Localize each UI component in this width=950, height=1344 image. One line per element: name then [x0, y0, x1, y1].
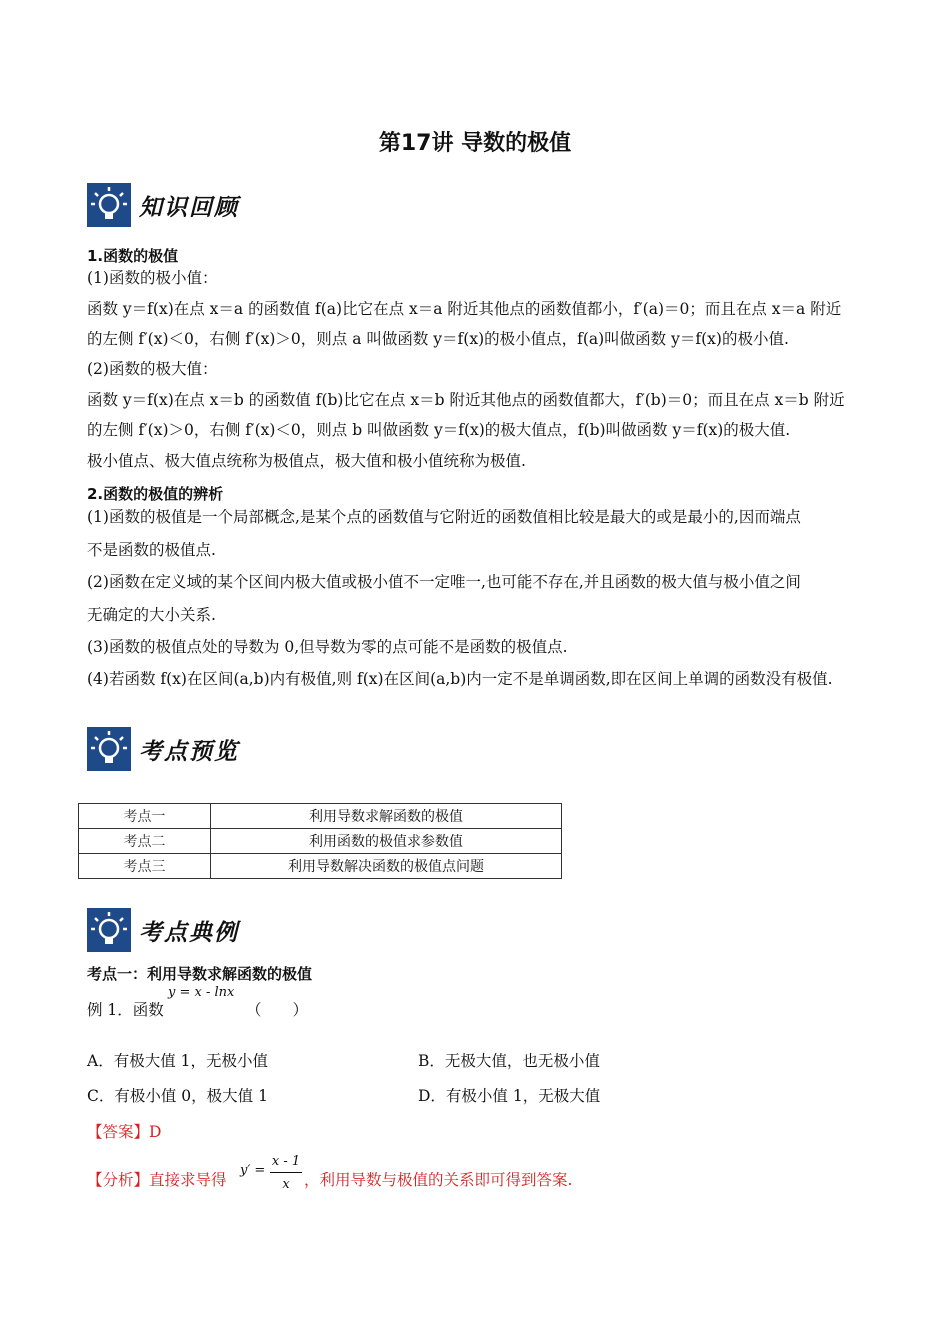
answer-blank: （ ） — [246, 1001, 309, 1019]
example-heading: 考点一：利用导数求解函数的极值 — [87, 965, 313, 983]
analysis-prefix: 【分析】直接求导得 — [87, 1171, 227, 1189]
option-b: B．无极大值，也无极小值 — [418, 1052, 600, 1070]
table-cell: 利用导数求解函数的极值 — [211, 804, 562, 829]
text-line: (2)函数的极大值： — [87, 360, 218, 378]
analysis-suffix: ，利用导数与极值的关系即可得到答案. — [304, 1171, 573, 1189]
derivative-numerator: x - 1 — [271, 1154, 301, 1169]
banner-label: 考点典例 — [139, 918, 239, 946]
option-c: C．有极小值 0，极大值 1 — [87, 1087, 268, 1105]
text-line: 的左侧 f′(x)＜0，右侧 f′(x)＞0，则点 a 叫做函数 y＝f(x)的极小值点，f(a)叫做函数 y＝f(x)的极小值. — [87, 330, 789, 348]
table-cell: 考点二 — [79, 829, 211, 854]
question-prefix: 例 1．函数 — [87, 1001, 164, 1019]
kaodian-table — [78, 803, 562, 879]
banner-examples — [87, 906, 239, 954]
option-d: D．有极小值 1，无极大值 — [418, 1087, 601, 1105]
text-line: (1)函数的极值是一个局部概念,是某个点的函数值与它附近的函数值相比较是最大的或是最小的,因而端点 — [87, 508, 801, 526]
table-cell: 利用导数解决函数的极值点问题 — [211, 854, 562, 879]
example-formula: y = x - lnx — [168, 985, 235, 1000]
text-line: (1)函数的极小值： — [87, 269, 218, 287]
text-line: 无确定的大小关系. — [87, 606, 216, 624]
section-heading: 2.函数的极值的辨析 — [87, 485, 224, 503]
page-title: 第17讲 导数的极值 — [378, 131, 572, 156]
fraction-bar — [270, 1172, 302, 1173]
text-line: 不是函数的极值点. — [87, 541, 216, 559]
lightbulb-icon — [87, 183, 131, 227]
banner-label: 知识回顾 — [139, 193, 239, 221]
table-row — [79, 804, 562, 829]
answer-label: 【答案】D — [87, 1123, 162, 1141]
text-line: (3)函数的极值点处的导数为 0,但导数为零的点可能不是函数的极值点. — [87, 638, 568, 656]
table-cell: 考点三 — [79, 854, 211, 879]
text-line: (2)函数在定义域的某个区间内极大值或极小值不一定唯一,也可能不存在,并且函数的极大值与极小值之间 — [87, 573, 801, 591]
option-a: A．有极大值 1，无极小值 — [87, 1052, 268, 1070]
text-line: 函数 y＝f(x)在点 x＝b 的函数值 f(b)比它在点 x＝b 附近其他点的函数值都大，f′(b)＝0；而且在点 x＝b 附近 — [87, 391, 845, 409]
table-cell: 利用函数的极值求参数值 — [211, 829, 562, 854]
table-row — [79, 854, 562, 879]
table-row — [79, 829, 562, 854]
banner-review — [87, 181, 239, 229]
text-line: (4)若函数 f(x)在区间(a,b)内有极值,则 f(x)在区间(a,b)内一定不是单调函数,即在区间上单调的函数没有极值. — [87, 670, 833, 688]
table-cell: 考点一 — [79, 804, 211, 829]
derivative-lhs: y′ = — [240, 1163, 266, 1178]
derivative-denominator: x — [282, 1177, 290, 1192]
section-heading: 1.函数的极值 — [87, 247, 179, 265]
text-line: 极小值点、极大值点统称为极值点，极大值和极小值统称为极值. — [87, 452, 526, 470]
banner-preview — [87, 725, 239, 773]
lightbulb-icon — [87, 727, 131, 771]
text-line: 的左侧 f′(x)＞0，右侧 f′(x)＜0，则点 b 叫做函数 y＝f(x)的极大值点，f(b)叫做函数 y＝f(x)的极大值. — [87, 421, 791, 439]
text-line: 函数 y＝f(x)在点 x＝a 的函数值 f(a)比它在点 x＝a 附近其他点的函数值都小，f′(a)＝0；而且在点 x＝a 附近 — [87, 300, 842, 318]
banner-label: 考点预览 — [139, 737, 239, 765]
lightbulb-icon — [87, 908, 131, 952]
